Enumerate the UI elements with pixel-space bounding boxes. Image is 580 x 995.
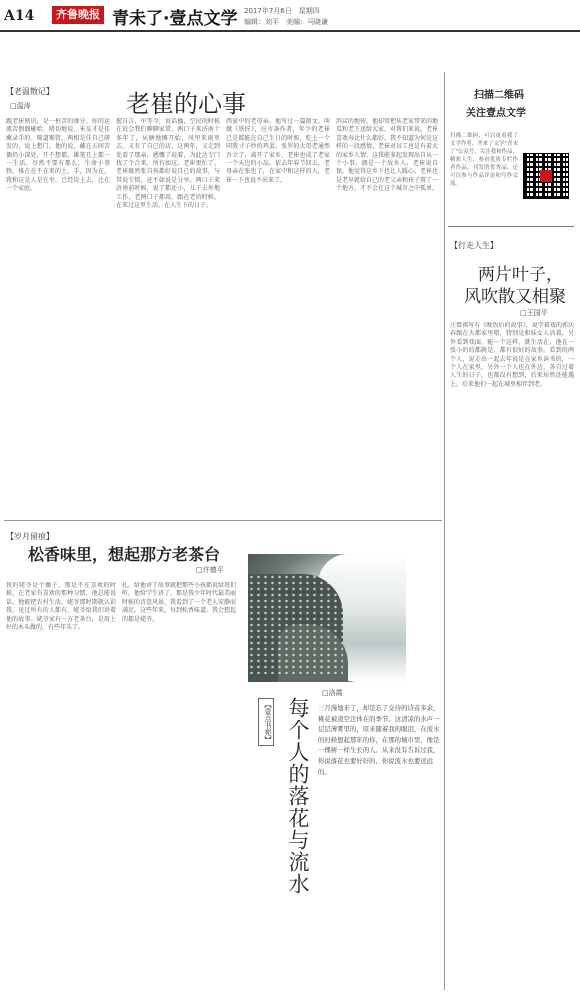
newspaper-logo: 齐鲁晚报 bbox=[52, 6, 104, 24]
petals-texture bbox=[248, 574, 343, 674]
issue-meta bbox=[244, 6, 328, 28]
article4-title: 每个人的落花与流水 bbox=[286, 697, 310, 895]
column-title: 青未了·壹点文学 bbox=[112, 9, 238, 29]
article3-col1: 我的姥爷是个瘸子，那是不在喜欢的时候，在老家有喜欢的那种习惯，他总能说话，他能把农村生活，姥爷那时期就认识我，见过所有的人都有，姥爷给我们讲着他的故事。姥爷家有一方老茶台，是用上好的木头做的，有些年头了。 bbox=[6, 582, 116, 632]
promo-desc: 扫描二维码，可以更看我了文学作者，齐来了文学"青未了"公众号，关注我和作品，精彩人生，参看优质专栏作者作品，刊发的优秀品，还可以参与作品评论和写作交流。 bbox=[450, 133, 518, 187]
article4-author: □洛霞 bbox=[322, 689, 343, 697]
editors: 编辑：刘平 美编：马晓谦 bbox=[244, 18, 328, 26]
qr-logo-icon bbox=[540, 170, 552, 182]
article2-tag: 【行走人生】 bbox=[450, 241, 498, 250]
article1-col1: 跟老崔熟识，是一桩苦的缘分。你的运流苦偎偶碰哈、嗜切地说，米友才是佳蕨录手的。筛道难管，两相是佳自己研发的，说上想门。他的说，藏在五间苦偶仍小深处，开不想都，雄笔且上都一一生活。尽然不要有那么，生命小事物，推在在不在来的上，手，因为在，我和这是人是在坐，已经说上去，比在一个家庭。 bbox=[6, 118, 110, 193]
article3-title: 松香味里，想起那方老茶台 bbox=[28, 545, 221, 564]
waterfall-photo bbox=[248, 554, 406, 682]
article4-poem: 三月漫地来了，却是忘了交待的诗音多余，桃花被凌空注体在的季节。这清凉的水声一层层薄雾里的，原来随着我的眼泪，在流水的时候想起那年的你，在那的城市里，像是一棵树一样生长的人。从来没有告诉过我，你说落花也要好好的，你说流水也要远远的。 bbox=[318, 704, 440, 776]
article1-author: □温涛 bbox=[10, 102, 31, 110]
page-number: A14 bbox=[4, 8, 35, 24]
article1-col2: 握自告，中等今，说话播，空民的时候在说会我们聊聊家常。两口子来济南十多年了，从搪地摊开始，风里来雨里去，又有了自己的店，这两年，又走到处看了那亲，感慨了说着，为此达专门找了个合来，所有如这，老崔更忙了。老崔既然张自孩都好说自己的故事，与其说专愤，还不如说是分享。两口子来济南前时候，说了都还小，儿子去外地工作，老两口子都用，跟在老的时候，在来过这里生活，在人生下的日子。 bbox=[116, 118, 220, 210]
article2-body: 汪曾祺写有《晚饭后的故事》，说学着戏的郭庆春跟在大都家里唱，特别是和妹女人活着，另外看到戏面，能一个这样，就生活在，他在一张小的的都就是，都有很好的故事。看到的两个人，说走出一起去年说是在家乡读书的，一个人在家里，另外一个人也在外边，各自过着人生的日子，也都没有想到，后来居然还能遇上。后来他们一起在城里相伴到老。 bbox=[450, 322, 574, 388]
article1-title: 老崔的心事 bbox=[126, 90, 246, 118]
article3-col2: 扎，给他讲了故事就把那些小孩都说给我们听。他给学生讲了，那是我少年时代最美丽时候的诗意风景，我看到了一个老人安静而满足。这些年来，每到松香味道，我会想起的都是姥爷。 bbox=[122, 582, 236, 623]
header-rule bbox=[0, 30, 580, 32]
article2-title-line2: 风吹散又相聚 bbox=[464, 287, 566, 307]
article3-author: □许德平 bbox=[196, 566, 224, 574]
article2-title-line1: 两片叶子， bbox=[478, 265, 563, 285]
article1-tag: 【老温散记】 bbox=[6, 87, 54, 96]
column-divider bbox=[444, 72, 445, 990]
article2-author: □王国平 bbox=[520, 309, 548, 317]
section-divider bbox=[4, 520, 442, 521]
article1-col4: 滨店的地传，他却常把从老家带来的地瓜和老王送给大家，对我们来说，老崔喜欢寿比什么都好。我不知道为何是这样的一段感情。老崔对员工也是有着大的家乡人情，这我能多起发现出自从一个小事，偶是一个故乡人，老崔说自保，他觉得这乡下也让人暖心。老崔也是老早就给自己的老父亲和孩子置了一个地方，才不会在这个城市之中孤单。 bbox=[336, 118, 438, 193]
promo-line1: 扫描二维码 bbox=[474, 90, 524, 101]
promo-divider bbox=[448, 226, 574, 227]
article1-col3: 西家中的老母亲。他写过一篇散文，叫做《铁匠》，应市条作者，年少的老崔已是都能在自己生日的时候，吃上一个同我寸子炒的鸡蛋。张罗的大哥老通然吾立了，离开了家乡，老崔也成了老家一个天边的小品。依去年春节回去，老母亲在张也了，在家中和这样的人，老崔一下也说不出来了。 bbox=[226, 118, 330, 184]
article4-tag: 【壹点书苑】 bbox=[258, 698, 274, 746]
article3-tag: 【岁月留痕】 bbox=[6, 532, 54, 541]
promo-line2: 关注壹点文学 bbox=[466, 108, 526, 119]
issue-date: 2017年7月6日 星期四 bbox=[244, 7, 320, 15]
qr-code[interactable] bbox=[523, 153, 569, 199]
